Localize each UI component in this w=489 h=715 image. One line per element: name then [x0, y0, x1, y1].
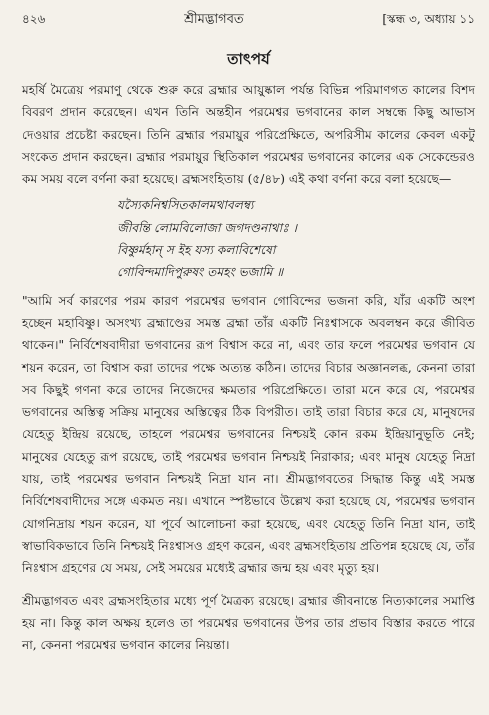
verse-line: জীবন্তি লোমবিলোজা জগদণ্ডনাথাঃ ।: [117, 220, 297, 235]
verse-line: বিষ্ণুর্মহান্ স ইহ যস্য কলাবিশেষো: [117, 243, 276, 258]
chapter-reference: [স্কন্ধ ৩, অধ্যায় ১১: [382, 12, 475, 26]
page-header: [22, 10, 475, 32]
purport-paragraph: মহর্ষি মৈত্রেয় পরমাণু থেকে শুরু করে ব্রহ্মার আয়ুষ্কাল পর্যন্ত বিভিন্ন পরিমাণগত কালের বিশদ বিবরণ প্রদান করেছেন। এখন তিনি অন্তহীন পরমেশ্বর ভগবানের কাল সম্বন্ধে কিছু আভাস দেওয়ার প্রচেষ্টা করছেন। তিনি ব্রহ্মার পরমায়ুর পরিপ্রেক্ষিতে, অপরিসীম কালের কেবল একটু সংকেত প্রদান করছেন। ব্রহ্মার পরমায়ুর স্থিতিকাল পরমেশ্বর ভগবানের কালের এক সেকেন্ডেরও কম সময় বলে বর্ণনা করা হয়েছে। ব্রহ্মসংহিতায় (৫/৪৮) এই কথা বর্ণনা করে বলা হয়েছে—: [22, 83, 475, 187]
section-title: তাৎপর্য: [227, 50, 270, 68]
sanskrit-verse: [117, 194, 475, 283]
page-number: ৪২৬: [22, 12, 46, 26]
verse-line: গোবিন্দমাদিপুরুষং তমহং ভজামি ॥: [117, 265, 284, 280]
purport-paragraph: শ্রীমদ্ভাগবত এবং ব্রহ্মসংহিতার মধ্যে পূর্ণ মৈত্রক্য রয়েছে। ব্রহ্মার জীবনান্তে নিত্যকালের সমাপ্তি হয় না। কিন্তু কাল অক্ষয় হলেও তা পরমেশ্বর ভগবানের উপর তার প্রভাব বিস্তার করতে পারে না, কেননা পরমেশ্বর ভগবান কালের নিয়ন্তা।: [22, 593, 475, 653]
book-title: শ্রীমদ্ভাগবত: [184, 12, 244, 27]
purport-paragraph: "আমি সর্ব কারণের পরম কারণ পরমেশ্বর ভগবান গোবিন্দের ভজনা করি, যাঁর একটি অংশ হচ্ছেন মহাবিষ্ণু। অসংখ্য ব্রহ্মাণ্ডের সমস্ত ব্রহ্মা তাঁর একটি নিঃশ্বাসকে অবলম্বন করে জীবিত থাকেন।" নির্বিশেষবাদীরা ভগবানের রূপ বিশ্বাস করে না, এবং তার ফলে পরমেশ্বর ভগবান যে শয়ন করেন, তা বিশ্বাস করা তাদের পক্ষে অত্যন্ত কঠিন। তাদের বিচার অজ্ঞানলব্ধ, কেননা তারা সব কিছুই গণনা করে তাদের নিজেদের ক্ষমতার পরিপ্রেক্ষিতে। তারা মনে করে যে, পরমেশ্বর ভগবানের অস্তিত্ব সক্রিয় মানুষের অস্তিত্বের ঠিক বিপরীত। তাই তারা বিচার করে যে, মানুষদের যেহেতু ইন্দ্রিয় রয়েছে, তাহলে পরমেশ্বর ভগবানের নিশ্চয়ই কোন রকম ইন্দ্রিয়ানুভূতি নেই; মানুষের যেহেতু রূপ রয়েছে, তাই পরমেশ্বর ভগবান নিশ্চয়ই নিরাকার; এবং মানুষ যেহেতু নিদ্রা যায়, তাই পরমেশ্বর ভগবান নিশ্চয়ই নিদ্রা যান না। শ্রীমদ্ভাগবতের সিদ্ধান্ত কিন্তু এই সমস্ত নির্বিশেষবাদীদের সঙ্গে একমত নয়। এখানে স্পষ্টভাবে উল্লেখ করা হয়েছে যে, পরমেশ্বর ভগবান যোগনিদ্রায় শয়ন করেন, যা পূর্বে আলোচনা করা হয়েছে, এবং যেহেতু তিনি নিদ্রা যান, তাই স্বাভাবিকভাবে তিনি নিশ্চয়ই নিঃশ্বাসও গ্রহণ করেন, এবং ব্রহ্মসংহিতায় প্রতিপন্ন হয়েছে যে, তাঁর নিঃশ্বাস গ্রহণের যে সময়, সেই সময়ের মধ্যেই ব্রহ্মার জন্ম হয় এবং মৃত্যু হয়।: [22, 293, 475, 576]
verse-line: যস্যৈকনিশ্বসিতকালমথাবলম্ব্য: [117, 198, 254, 213]
